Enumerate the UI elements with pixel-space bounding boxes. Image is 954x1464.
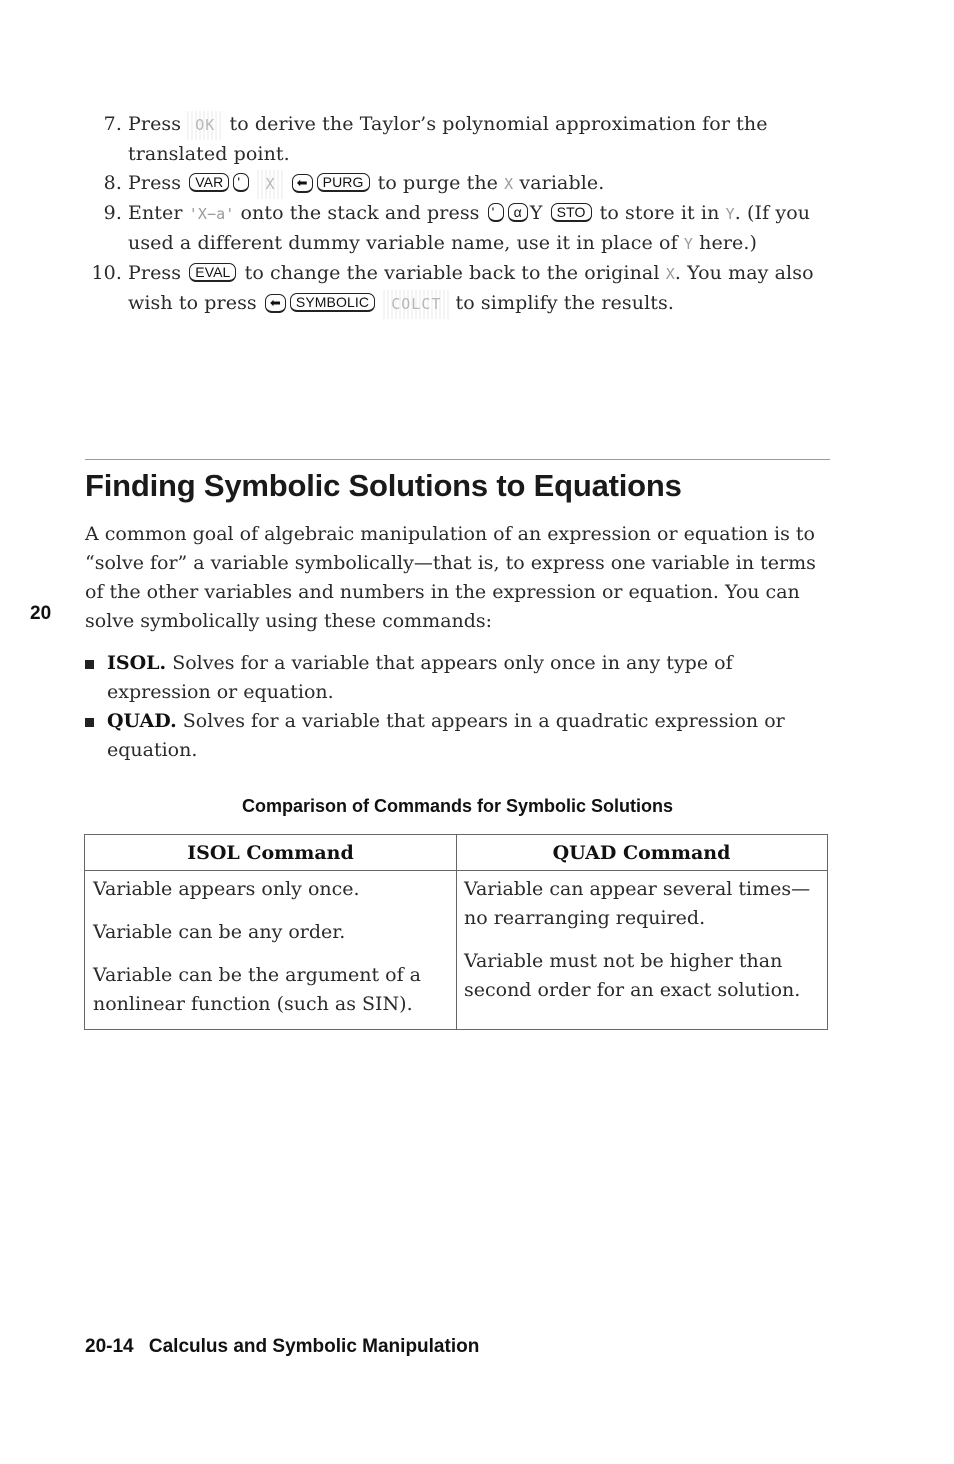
step-text: variable. (519, 172, 605, 194)
command-term: ISOL. (107, 652, 167, 674)
key-sto: STO (551, 203, 592, 222)
page-number: 20-14 (85, 1336, 134, 1357)
step-text: Press (128, 262, 182, 284)
step-8 (88, 169, 828, 199)
section-divider (85, 459, 830, 460)
key-eval: EVAL (189, 263, 236, 282)
intro-paragraph: A common goal of algebraic manipulation of an expression or equation is to “solve for” a variable symbolically—that is, to express one variable in terms of the other variables and numbers in the expression or equation. You can solve symbolically using these commands: (85, 523, 816, 632)
table-header: ISOL Command (85, 835, 456, 871)
step-number: 8. (103, 172, 122, 194)
step-number: 9. (103, 202, 122, 224)
key-quote: ' (488, 203, 504, 222)
step-text: Press (128, 172, 182, 194)
variable-name: X (665, 265, 675, 283)
step-number: 10. (91, 262, 122, 284)
chapter-tab: 20 (30, 603, 52, 624)
step-text: onto the stack and press (240, 202, 480, 224)
command-term: QUAD. (107, 710, 177, 732)
softkey-ok: OK (187, 111, 223, 140)
table-cell: Variable must not be higher than second order for an exact solution. (464, 950, 801, 1001)
step-text: here.) (699, 232, 758, 254)
comparison-table (84, 834, 828, 1030)
softkey-x: X (257, 170, 283, 199)
step-text: . You may also wish to press (128, 262, 814, 314)
step-text: to derive the Taylor’s polynomial approximation for the translated point. (128, 113, 768, 165)
variable-name: Y (725, 205, 735, 223)
bullet-square-icon (85, 649, 107, 707)
step-text: to simplify the results. (455, 292, 674, 314)
key-purg: PURG (317, 173, 370, 192)
table-header: QUAD Command (456, 835, 827, 871)
key-quote: ' (233, 173, 249, 192)
key-var: VAR (189, 173, 229, 192)
table-cell: Variable can be the argument of a nonlinear function (such as SIN). (93, 964, 421, 1015)
step-text: . (If you used a different dummy variable name, use it in place of (128, 202, 811, 254)
table-cell: Variable can be any order. (93, 921, 346, 943)
letter-y: Y (529, 202, 543, 224)
table-column-quad (456, 835, 827, 1029)
command-description: Solves for a variable that appears in a quadratic expression or equation. (107, 710, 785, 761)
step-9 (88, 199, 828, 259)
expression: 'X−a' (188, 205, 235, 223)
softkey-colct: COLCT (383, 290, 449, 319)
command-list (85, 649, 830, 765)
bullet-square-icon (85, 707, 107, 765)
step-text: to purge the (377, 172, 498, 194)
step-list (88, 110, 828, 319)
section-title: Finding Symbolic Solutions to Equations (85, 468, 682, 503)
key-alpha: α (508, 203, 528, 222)
page-footer (85, 1336, 479, 1358)
step-10 (88, 259, 828, 319)
step-text: Enter (128, 202, 183, 224)
table-cell: Variable appears only once. (93, 878, 360, 900)
step-text: to change the variable back to the original (244, 262, 660, 284)
step-number: 7. (103, 113, 122, 135)
table-column-isol (85, 835, 457, 1029)
variable-name: X (504, 175, 514, 193)
command-description: Solves for a variable that appears only once in any type of expression or equation. (107, 652, 733, 703)
table-cell: Variable can appear several times—no rearranging required. (464, 878, 811, 929)
chapter-title: Calculus and Symbolic Manipulation (148, 1336, 480, 1357)
table-title: Comparison of Commands for Symbolic Solutions (241, 796, 674, 816)
step-text: to store it in (599, 202, 720, 224)
left-shift-key-icon: ⬅ (265, 294, 286, 313)
list-item (85, 649, 830, 707)
step-text: Press (128, 113, 182, 135)
left-shift-key-icon: ⬅ (292, 174, 313, 193)
step-7 (88, 110, 828, 169)
key-symbolic: SYMBOLIC (290, 293, 375, 312)
list-item (85, 707, 830, 765)
variable-name: Y (683, 235, 693, 253)
